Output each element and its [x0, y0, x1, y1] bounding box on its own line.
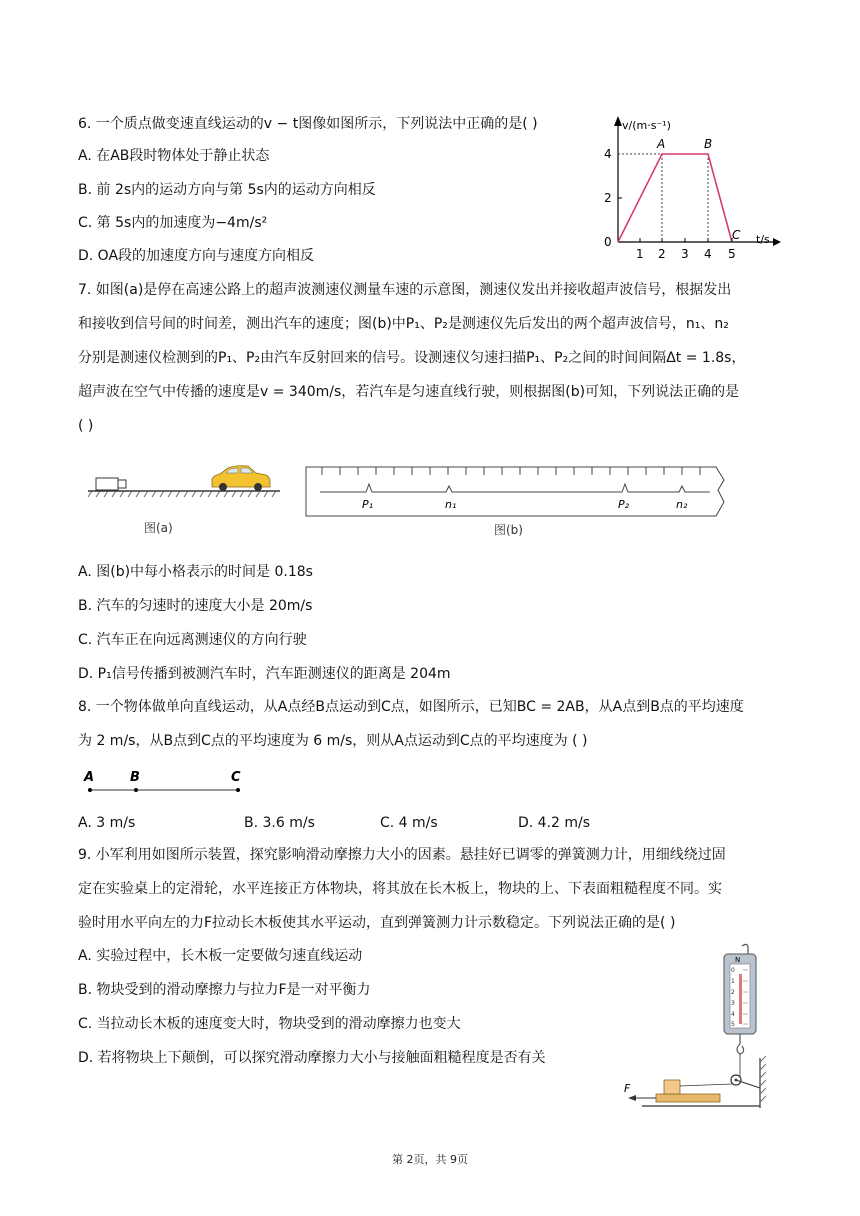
q7-line-1: 7. 如图(a)是停在高速公路上的超声波测速仪测量车速的示意图，测速仪发出并接收超声波信号，根据发出	[78, 282, 732, 298]
q8-point-a: A	[84, 770, 95, 785]
q8-option-c: C. 4 m/s	[380, 815, 438, 831]
q7-line-4: 超声波在空气中传播的速度是v = 340m/s，若汽车是匀速直线行驶，则根据图(b)可知，下列说法正确的是	[78, 384, 740, 400]
q6-xtick-4: 4	[704, 247, 712, 261]
q6-option-b: B. 前 2s内的运动方向与第 5s内的运动方向相反	[78, 182, 376, 198]
q6-ytick-2: 2	[604, 191, 612, 205]
q6-xtick-1: 1	[636, 247, 644, 261]
q8-option-a: A. 3 m/s	[78, 815, 136, 831]
q7-label-n2: n₂	[676, 498, 688, 511]
q7-figure-a	[88, 460, 288, 540]
q7-figure-b	[304, 462, 734, 542]
q9-force-label: F	[624, 1082, 631, 1095]
q9-option-c: C. 当拉动长木板的速度变大时，物块受到的滑动摩擦力也变大	[78, 1016, 461, 1032]
q9-scale-tick-2: 2	[731, 989, 735, 996]
q9-line-3: 验时用水平向左的力F拉动长木板使其水平运动，直到弹簧测力计示数稳定。下列说法正确的是( )	[78, 915, 676, 931]
q8-line-1: 8. 一个物体做单向直线运动，从A点经B点运动到C点，如图所示，已知BC = 2AB，从A点到B点的平均速度	[78, 699, 744, 715]
q9-scale-tick-1: 1	[731, 978, 735, 985]
q6-xtick-3: 3	[681, 247, 689, 261]
q7-label-n1: n₁	[445, 498, 457, 511]
q9-apparatus-figure	[622, 940, 782, 1115]
q6-y-label: v/(m·s⁻¹)	[622, 119, 671, 132]
q8-line-diagram	[80, 766, 260, 800]
q9-line-1: 9. 小军利用如图所示装置，探究影响滑动摩擦力大小的因素。悬挂好已调零的弹簧测力计，用细线绕过固	[78, 847, 726, 863]
q6-option-a: A. 在AB段时物体处于静止状态	[78, 148, 270, 164]
q7-label-p2: P₂	[618, 498, 630, 511]
q6-option-c: C. 第 5s内的加速度为−4m/s²	[78, 215, 268, 231]
q6-point-a: A	[657, 137, 666, 151]
q8-point-b: B	[130, 770, 140, 785]
q7-line-3: 分别是测速仪检测到的P₁、P₂由汽车反射回来的信号。设测速仪匀速扫描P₁、P₂之间的时间间隔Δt = 1.8s，	[78, 350, 746, 366]
q6-xtick-5: 5	[728, 247, 736, 261]
q6-stem: 6. 一个质点做变速直线运动的v − t图像如图所示，下列说法中正确的是( )	[78, 116, 538, 132]
q9-scale-tick-0: 0	[731, 967, 735, 974]
q9-scale-tick-5: 5	[731, 1021, 735, 1028]
q6-point-b: B	[704, 137, 713, 151]
q8-line-2: 为 2 m/s，从B点到C点的平均速度为 6 m/s，则从A点运动到C点的平均速度为 ( )	[78, 733, 588, 749]
q8-option-b: B. 3.6 m/s	[244, 815, 315, 831]
q7-option-d: D. P₁信号传播到被测汽车时，汽车距测速仪的距离是 204m	[78, 666, 451, 682]
q6-vt-graph	[598, 112, 798, 262]
q7-line-5: ( )	[78, 418, 94, 434]
page-footer: 第 2页，共 9页	[392, 1153, 468, 1166]
q8-point-c: C	[231, 770, 241, 785]
q7-fig-a-caption: 图(a)	[144, 521, 173, 535]
q7-fig-b-caption: 图(b)	[494, 523, 523, 537]
q7-option-c: C. 汽车正在向远离测速仪的方向行驶	[78, 632, 307, 648]
q9-option-b: B. 物块受到的滑动摩擦力与拉力F是一对平衡力	[78, 982, 371, 998]
q9-scale-tick-3: 3	[731, 1000, 735, 1007]
q6-option-d: D. OA段的加速度方向与速度方向相反	[78, 248, 315, 264]
q7-option-b: B. 汽车的匀速时的速度大小是 20m/s	[78, 598, 313, 614]
q6-x-label: t/s	[756, 233, 770, 246]
q6-point-c: C	[732, 228, 741, 242]
q7-label-p1: P₁	[362, 498, 374, 511]
q8-option-d: D. 4.2 m/s	[518, 815, 591, 831]
q6-ytick-0: 0	[604, 235, 612, 249]
q9-scale-tick-4: 4	[731, 1011, 735, 1018]
q9-option-d: D. 若将物块上下颠倒，可以探究滑动摩擦力大小与接触面粗糙程度是否有关	[78, 1050, 546, 1066]
q9-option-a: A. 实验过程中，长木板一定要做匀速直线运动	[78, 948, 363, 964]
q6-ytick-4: 4	[604, 147, 612, 161]
q6-xtick-2: 2	[658, 247, 666, 261]
q7-line-2: 和接收到信号间的时间差，测出汽车的速度；图(b)中P₁、P₂是测速仪先后发出的两个超声波信号，n₁、n₂	[78, 316, 729, 332]
q9-scale-unit: N	[735, 956, 741, 964]
q7-option-a: A. 图(b)中每小格表示的时间是 0.18s	[78, 564, 313, 580]
q9-line-2: 定在实验桌上的定滑轮，水平连接正方体物块，将其放在长木板上，物块的上、下表面粗糙程度不同。实	[78, 881, 722, 897]
